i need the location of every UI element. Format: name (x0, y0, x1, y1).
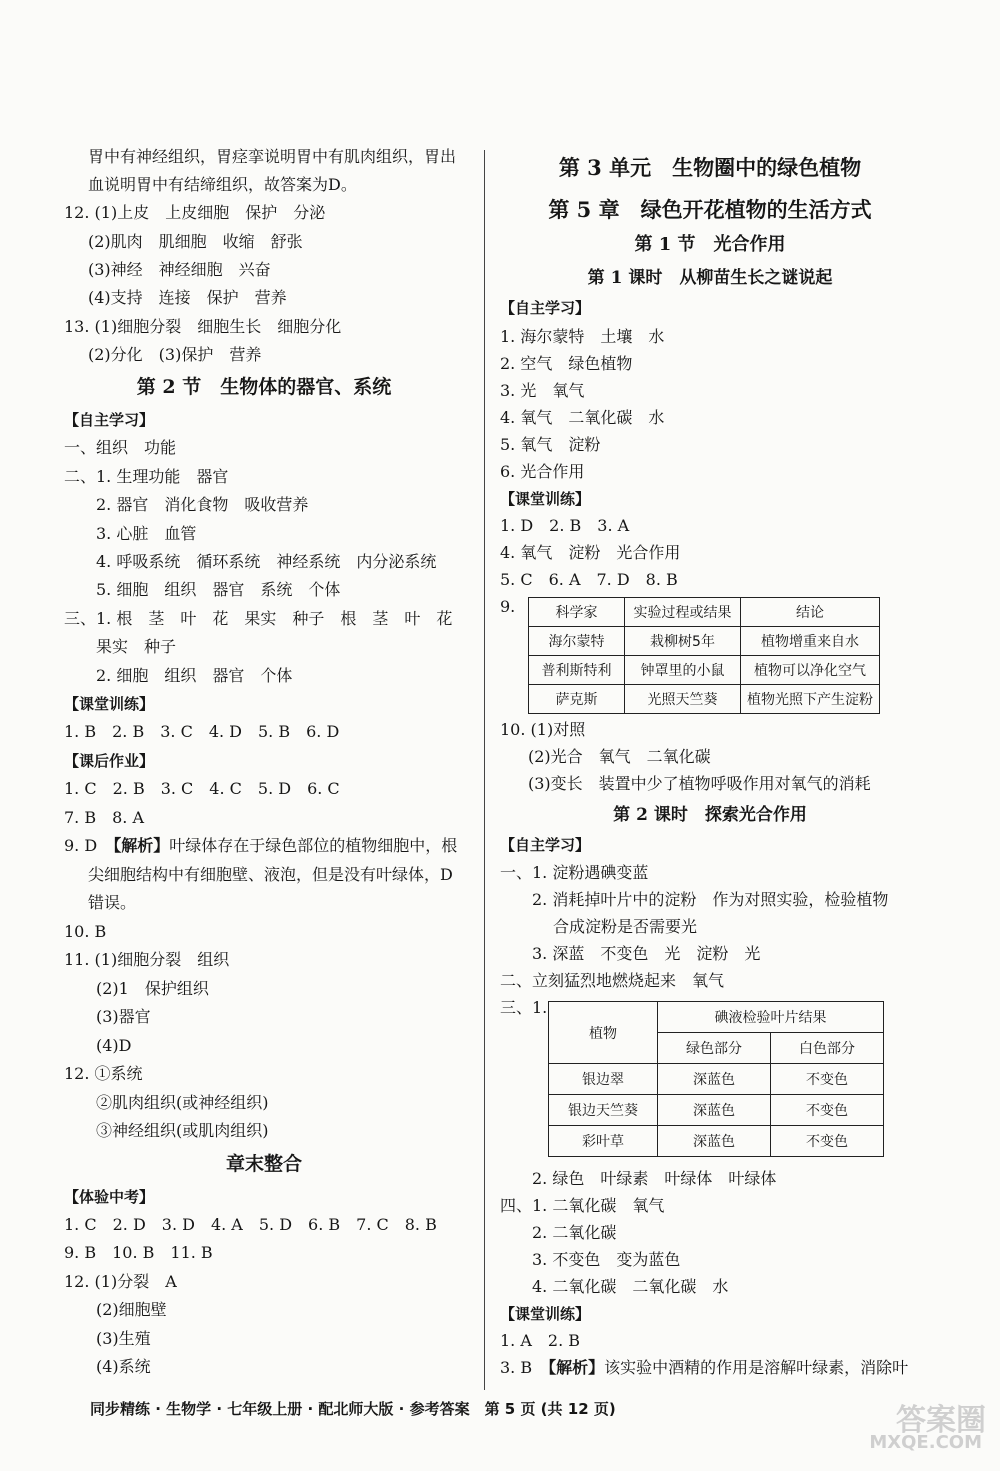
table-row (549, 1095, 884, 1126)
answer-line: ③神经组织(或肌肉组织) (96, 1121, 269, 1140)
table-cell: 萨克斯 (529, 685, 625, 714)
table-cell: 不变色 (771, 1095, 884, 1126)
table-header: 碘液检验叶片结果 (658, 1002, 884, 1033)
table-cell: 植物可以净化空气 (741, 656, 880, 685)
lesson-heading: 第 1 课时 从柳苗生长之谜说起 (587, 268, 833, 288)
answer-line: 10. B (64, 922, 107, 941)
table-header: 绿色部分 (658, 1033, 771, 1064)
answer-line: (2)细胞壁 (96, 1300, 167, 1319)
answer-line: 2. 消耗掉叶片中的淀粉 作为对照实验，检验植物 (532, 890, 889, 909)
answer-line: 3. 深蓝 不变色 光 淀粉 光 (532, 944, 761, 963)
column-divider (484, 150, 485, 1390)
answer-line: 5. 氧气 淀粉 (500, 435, 601, 454)
watermark-logo: 答案圈 (896, 1403, 986, 1438)
answer-line: (3)神经 神经细胞 兴奋 (88, 260, 271, 279)
answer-line: (2)分化 (3)保护 营养 (88, 345, 262, 364)
iodine-test-table (548, 1001, 884, 1157)
table-cell: 彩叶草 (549, 1126, 658, 1157)
answer-line: 1. 海尔蒙特 土壤 水 (500, 327, 665, 346)
text-line: 胃中有神经组织，胃痉挛说明胃中有肌肉组织，胃出 (88, 147, 457, 166)
answer-line: 5. 细胞 组织 器官 系统 个体 (96, 580, 341, 599)
lesson-heading: 第 2 课时 探索光合作用 (613, 805, 807, 825)
answer-number: 9. D (64, 836, 114, 855)
answer-line: 1. D 2. B 3. A (500, 516, 630, 535)
answer-line: (4)系统 (96, 1357, 151, 1376)
table-cell: 钟罩里的小鼠 (625, 656, 741, 685)
analysis-label: 【解析】 (113, 836, 170, 855)
answer-line: 4. 二氧化碳 二氧化碳 水 (532, 1277, 729, 1296)
answer-line: 9. (500, 597, 516, 616)
answer-number: 3. B (500, 1358, 549, 1377)
page-footer: 同步精练 · 生物学 · 七年级上册 · 配北师大版 · 参考答案 第 5 页 (共 12 页) (90, 1400, 616, 1418)
text-line: 血说明胃中有结缔组织，故答案为D。 (88, 175, 357, 194)
section-tag: 【课堂训练】 (64, 695, 155, 713)
unit-heading: 第 3 单元 生物圈中的绿色植物 (558, 155, 862, 180)
section-tag: 【自主学习】 (500, 299, 591, 317)
answer-line: 三、1. (500, 998, 548, 1017)
answer-line (500, 1358, 908, 1378)
answer-line: 2. 绿色 叶绿素 叶绿体 叶绿体 (532, 1169, 777, 1188)
answer-line: (2)光合 氧气 二氧化碳 (528, 747, 711, 766)
answer-line: 2. 空气 绿色植物 (500, 354, 633, 373)
answer-line: 12. (1)分裂 A (64, 1272, 177, 1291)
table-cell: 栽柳树5年 (625, 627, 741, 656)
answer-line: 2. 细胞 组织 器官 个体 (96, 666, 293, 685)
watermark-url: MXQE.COM (869, 1432, 982, 1453)
answer-line: 12. (1)上皮 上皮细胞 保护 分泌 (64, 203, 326, 222)
answer-line: 2. 二氧化碳 (532, 1223, 617, 1242)
answer-line: 3. 光 氧气 (500, 381, 585, 400)
table-row (529, 656, 880, 685)
answer-line: 四、1. 二氧化碳 氧气 (500, 1196, 665, 1215)
table-header: 实验过程或结果 (625, 598, 741, 627)
answer-line: 1. B 2. B 3. C 4. D 5. B 6. D (64, 722, 340, 741)
answer-line: 11. (1)细胞分裂 组织 (64, 950, 230, 969)
answer-line: 4. 呼吸系统 循环系统 神经系统 内分泌系统 (96, 552, 437, 571)
table-row (529, 627, 880, 656)
section-heading: 第 1 节 光合作用 (634, 234, 786, 255)
table-header: 结论 (741, 598, 880, 627)
answer-line: (2)1 保护组织 (96, 979, 209, 998)
answer-line: 4. 氧气 淀粉 光合作用 (500, 543, 681, 562)
section-tag: 【自主学习】 (64, 411, 155, 429)
table-row (529, 685, 880, 714)
answer-line: 3. 心脏 血管 (96, 524, 197, 543)
table-header: 植物 (549, 1002, 658, 1064)
answer-line: 3. 不变色 变为蓝色 (532, 1250, 681, 1269)
table-header: 白色部分 (771, 1033, 884, 1064)
answer-line: 1. C 2. D 3. D 4. A 5. D 6. B 7. C 8. B (64, 1215, 437, 1234)
answer-line: (3)器官 (96, 1007, 151, 1026)
section-tag: 【自主学习】 (500, 836, 591, 854)
table-cell: 不变色 (771, 1064, 884, 1095)
answer-line: ②肌肉组织(或神经组织) (96, 1093, 269, 1112)
text-line: 尖细胞结构中有细胞壁、液泡，但是没有叶绿体，D (88, 865, 453, 884)
analysis-label: 【解析】 (548, 1358, 605, 1377)
table-cell: 银边天竺葵 (549, 1095, 658, 1126)
answer-line: 一、1. 淀粉遇碘变蓝 (500, 863, 649, 882)
table-cell: 深蓝色 (658, 1126, 771, 1157)
table-cell: 普利斯特利 (529, 656, 625, 685)
answer-line: 4. 氧气 二氧化碳 水 (500, 408, 665, 427)
answer-line: 13. (1)细胞分裂 细胞生长 细胞分化 (64, 317, 342, 336)
section-tag: 【体验中考】 (64, 1188, 155, 1206)
answer-line: 2. 器官 消化食物 吸收营养 (96, 495, 309, 514)
answer-line: (3)变长 装置中少了植物呼吸作用对氧气的消耗 (528, 774, 871, 793)
table-cell: 不变色 (771, 1126, 884, 1157)
section-heading: 第 2 节 生物体的器官、系统 (136, 376, 392, 398)
answer-line: (4)D (96, 1036, 132, 1055)
answer-line: 12. ①系统 (64, 1064, 143, 1083)
table-cell: 植物增重来自水 (741, 627, 880, 656)
section-tag: 【课堂训练】 (500, 1305, 591, 1323)
answer-line: 1. C 2. B 3. C 4. C 5. D 6. C (64, 779, 340, 798)
table-cell: 植物光照下产生淀粉 (741, 685, 880, 714)
answer-line: 果实 种子 (96, 637, 177, 656)
answer-line: 一、组织 功能 (64, 438, 177, 457)
answer-line: 7. B 8. A (64, 808, 145, 827)
answer-line: 二、立刻猛烈地燃烧起来 氧气 (500, 971, 725, 990)
answer-line: 三、1. 根 茎 叶 花 果实 种子 根 茎 叶 花 (64, 609, 453, 628)
text-line: 合成淀粉是否需要光 (553, 917, 698, 936)
table-cell: 深蓝色 (658, 1095, 771, 1126)
text-line: 错误。 (88, 893, 137, 912)
scientist-table (528, 597, 880, 714)
table-header: 科学家 (529, 598, 625, 627)
analysis-text: 该实验中酒精的作用是溶解叶绿素，消除叶 (604, 1358, 909, 1377)
answer-line: 二、1. 生理功能 器官 (64, 467, 229, 486)
table-cell: 光照天竺葵 (625, 685, 741, 714)
table-cell: 银边翠 (549, 1064, 658, 1095)
section-tag: 【课后作业】 (64, 752, 155, 770)
table-row (549, 1126, 884, 1157)
analysis-text: 叶绿体存在于绿色部位的植物细胞中，根 (169, 836, 458, 855)
table-row (549, 1064, 884, 1095)
table-cell: 海尔蒙特 (529, 627, 625, 656)
answer-line: 5. C 6. A 7. D 8. B (500, 570, 678, 589)
answer-line (64, 836, 457, 856)
answer-line: 10. (1)对照 (500, 720, 586, 739)
section-tag: 【课堂训练】 (500, 490, 591, 508)
answer-line: (2)肌肉 肌细胞 收缩 舒张 (88, 232, 303, 251)
section-heading: 章末整合 (225, 1153, 302, 1175)
table-cell: 深蓝色 (658, 1064, 771, 1095)
answer-line: (3)生殖 (96, 1329, 151, 1348)
answer-line: 1. A 2. B (500, 1331, 581, 1350)
answer-line: 9. B 10. B 11. B (64, 1243, 213, 1262)
chapter-heading: 第 5 章 绿色开花植物的生活方式 (548, 197, 872, 222)
answer-line: 6. 光合作用 (500, 462, 585, 481)
answer-line: (4)支持 连接 保护 营养 (88, 288, 287, 307)
